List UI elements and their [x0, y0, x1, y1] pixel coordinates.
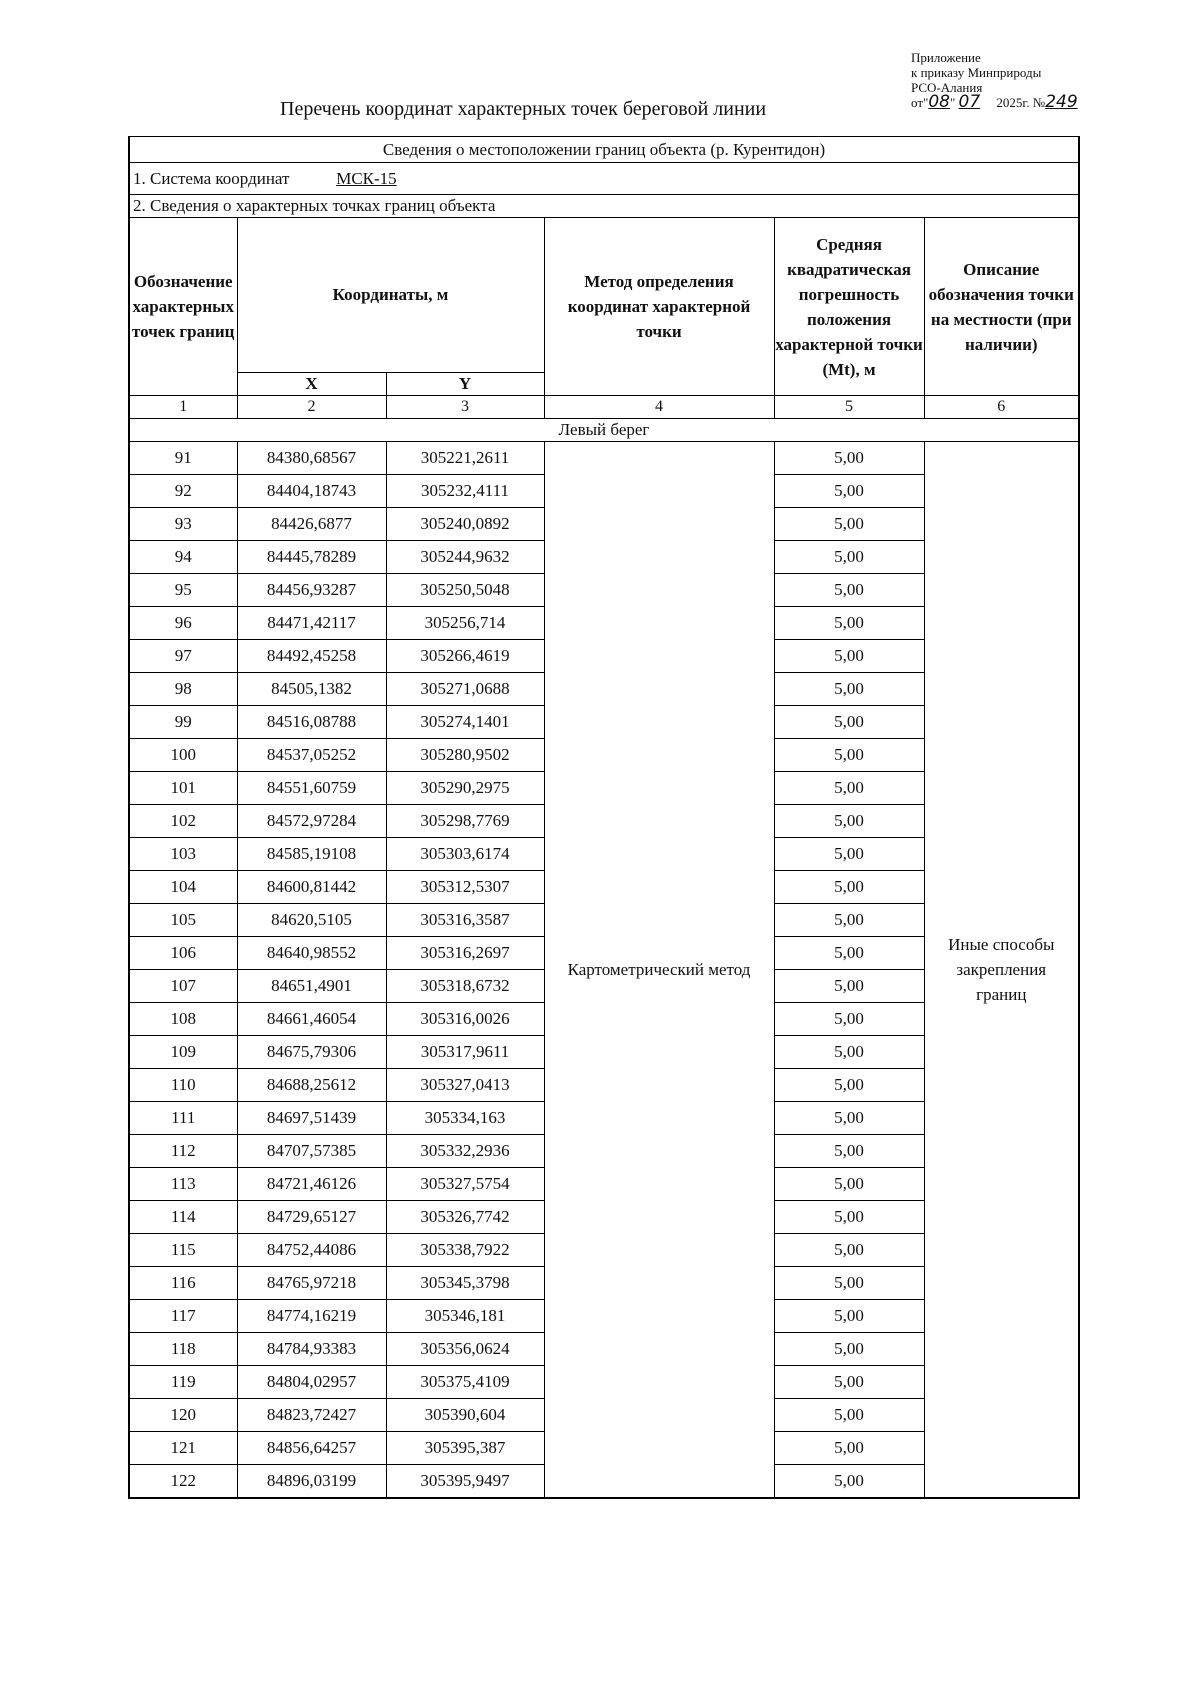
coord-x: 84804,02957 — [237, 1366, 386, 1399]
coord-y: 305312,5307 — [386, 871, 544, 904]
mt-value: 5,00 — [774, 1036, 924, 1069]
coord-y: 305256,714 — [386, 607, 544, 640]
method-cell: Картометрический метод — [544, 442, 774, 1499]
mt-value: 5,00 — [774, 1102, 924, 1135]
point-number: 106 — [129, 937, 237, 970]
point-number: 99 — [129, 706, 237, 739]
col-y-header: Y — [386, 373, 544, 396]
point-number: 100 — [129, 739, 237, 772]
mt-value: 5,00 — [774, 805, 924, 838]
coord-x: 84551,60759 — [237, 772, 386, 805]
mt-value: 5,00 — [774, 442, 924, 475]
date-prefix: от" — [911, 95, 929, 110]
appendix-line-3: РСО-Алания — [911, 80, 983, 95]
bank-label: Левый берег — [129, 419, 1079, 442]
mt-value: 5,00 — [774, 1201, 924, 1234]
point-number: 121 — [129, 1432, 237, 1465]
coord-x: 84784,93383 — [237, 1333, 386, 1366]
coord-y: 305221,2611 — [386, 442, 544, 475]
coord-x: 84856,64257 — [237, 1432, 386, 1465]
coord-x: 84774,16219 — [237, 1300, 386, 1333]
point-number: 102 — [129, 805, 237, 838]
section-header: Сведения о местоположении границ объекта (р. Курентидон) — [129, 137, 1079, 163]
coord-y: 305271,0688 — [386, 673, 544, 706]
coord-y: 305303,6174 — [386, 838, 544, 871]
point-number: 113 — [129, 1168, 237, 1201]
coord-y: 305395,387 — [386, 1432, 544, 1465]
coord-y: 305317,9611 — [386, 1036, 544, 1069]
mt-value: 5,00 — [774, 970, 924, 1003]
col-number-4: 4 — [544, 396, 774, 419]
point-number: 92 — [129, 475, 237, 508]
mt-value: 5,00 — [774, 937, 924, 970]
coord-x: 84752,44086 — [237, 1234, 386, 1267]
mt-value: 5,00 — [774, 1465, 924, 1499]
coord-x: 84688,25612 — [237, 1069, 386, 1102]
description-cell: Иные способы закрепления границ — [924, 442, 1079, 1499]
mt-value: 5,00 — [774, 1003, 924, 1036]
coord-y: 305266,4619 — [386, 640, 544, 673]
coord-y: 305390,604 — [386, 1399, 544, 1432]
mt-value: 5,00 — [774, 706, 924, 739]
col-number-6: 6 — [924, 396, 1079, 419]
coord-y: 305318,6732 — [386, 970, 544, 1003]
coord-y: 305346,181 — [386, 1300, 544, 1333]
coord-x: 84823,72427 — [237, 1399, 386, 1432]
coord-x: 84675,79306 — [237, 1036, 386, 1069]
mt-value: 5,00 — [774, 673, 924, 706]
appendix-date-line — [911, 92, 1181, 112]
coord-y: 305332,2936 — [386, 1135, 544, 1168]
coord-y: 305250,5048 — [386, 574, 544, 607]
coord-x: 84600,81442 — [237, 871, 386, 904]
coord-y: 305316,3587 — [386, 904, 544, 937]
mt-value: 5,00 — [774, 1432, 924, 1465]
coord-x: 84620,5105 — [237, 904, 386, 937]
date-year: 2025г. № — [996, 95, 1046, 110]
coord-x: 84721,46126 — [237, 1168, 386, 1201]
point-number: 108 — [129, 1003, 237, 1036]
point-number: 101 — [129, 772, 237, 805]
coord-system-row — [129, 163, 1079, 195]
coord-x: 84896,03199 — [237, 1465, 386, 1499]
point-number: 119 — [129, 1366, 237, 1399]
coord-system-value: МСК-15 — [336, 168, 397, 188]
point-number: 109 — [129, 1036, 237, 1069]
mt-value: 5,00 — [774, 1135, 924, 1168]
coord-x: 84426,6877 — [237, 508, 386, 541]
coord-y: 305356,0624 — [386, 1333, 544, 1366]
coord-x: 84404,18743 — [237, 475, 386, 508]
date-day: 08 — [928, 92, 950, 112]
point-number: 110 — [129, 1069, 237, 1102]
coord-y: 305395,9497 — [386, 1465, 544, 1499]
points-header: 2. Сведения о характерных точках границ объекта — [129, 195, 1079, 218]
mt-value: 5,00 — [774, 838, 924, 871]
point-number: 94 — [129, 541, 237, 574]
date-month: 07 — [958, 92, 981, 112]
order-number: 249 — [1045, 92, 1078, 112]
coord-x: 84707,57385 — [237, 1135, 386, 1168]
col-number-5: 5 — [774, 396, 924, 419]
coord-x: 84445,78289 — [237, 541, 386, 574]
mt-value: 5,00 — [774, 1267, 924, 1300]
coord-y: 305316,0026 — [386, 1003, 544, 1036]
coord-y: 305298,7769 — [386, 805, 544, 838]
point-number: 91 — [129, 442, 237, 475]
coordinates-table — [128, 136, 1080, 1499]
coord-y: 305326,7742 — [386, 1201, 544, 1234]
mt-value: 5,00 — [774, 541, 924, 574]
coord-y: 305334,163 — [386, 1102, 544, 1135]
mt-value: 5,00 — [774, 1069, 924, 1102]
col1-header: Обозначение характерных точек границ — [129, 218, 237, 396]
mt-value: 5,00 — [774, 508, 924, 541]
point-number: 103 — [129, 838, 237, 871]
coord-y: 305327,5754 — [386, 1168, 544, 1201]
point-number: 115 — [129, 1234, 237, 1267]
coord-x: 84516,08788 — [237, 706, 386, 739]
mt-value: 5,00 — [774, 1366, 924, 1399]
coord-x: 84585,19108 — [237, 838, 386, 871]
col-x-header: X — [237, 373, 386, 396]
coord-x: 84765,97218 — [237, 1267, 386, 1300]
mt-value: 5,00 — [774, 772, 924, 805]
coord-x: 84697,51439 — [237, 1102, 386, 1135]
col-number-1: 1 — [129, 396, 237, 419]
mt-value: 5,00 — [774, 574, 924, 607]
coord-x: 84572,97284 — [237, 805, 386, 838]
table-row — [129, 442, 1079, 475]
coord-y: 305345,3798 — [386, 1267, 544, 1300]
point-number: 120 — [129, 1399, 237, 1432]
col6-header: Описание обозначения точки на местности (при наличии) — [924, 218, 1079, 396]
point-number: 104 — [129, 871, 237, 904]
coord-x: 84651,4901 — [237, 970, 386, 1003]
coord-y: 305375,4109 — [386, 1366, 544, 1399]
point-number: 96 — [129, 607, 237, 640]
col-number-2: 2 — [237, 396, 386, 419]
coord-y: 305240,0892 — [386, 508, 544, 541]
coord-system-label: 1. Система координат — [133, 168, 290, 188]
coord-x: 84492,45258 — [237, 640, 386, 673]
mt-value: 5,00 — [774, 871, 924, 904]
mt-value: 5,00 — [774, 1333, 924, 1366]
appendix-block — [911, 50, 1181, 110]
mt-value: 5,00 — [774, 607, 924, 640]
col5-header: Средняя квадратическая погрешность положения характерной точки (Mt), м — [774, 218, 924, 396]
coord-x: 84661,46054 — [237, 1003, 386, 1036]
col4-header: Метод определения координат характерной точки — [544, 218, 774, 396]
coord-x: 84456,93287 — [237, 574, 386, 607]
point-number: 98 — [129, 673, 237, 706]
coord-x: 84537,05252 — [237, 739, 386, 772]
coord-y: 305244,9632 — [386, 541, 544, 574]
coord-y: 305316,2697 — [386, 937, 544, 970]
appendix-line-2: к приказу Минприроды — [911, 65, 1042, 80]
point-number: 116 — [129, 1267, 237, 1300]
point-number: 111 — [129, 1102, 237, 1135]
point-number: 107 — [129, 970, 237, 1003]
point-number: 118 — [129, 1333, 237, 1366]
appendix-line-1: Приложение — [911, 50, 981, 65]
point-number: 97 — [129, 640, 237, 673]
point-number: 93 — [129, 508, 237, 541]
mt-value: 5,00 — [774, 475, 924, 508]
coord-x: 84505,1382 — [237, 673, 386, 706]
coord-x: 84729,65127 — [237, 1201, 386, 1234]
point-number: 122 — [129, 1465, 237, 1499]
point-number: 95 — [129, 574, 237, 607]
coord-y: 305290,2975 — [386, 772, 544, 805]
coord-y: 305338,7922 — [386, 1234, 544, 1267]
coords-header: Координаты, м — [237, 218, 544, 373]
date-sep: " — [949, 95, 956, 110]
mt-value: 5,00 — [774, 904, 924, 937]
mt-value: 5,00 — [774, 640, 924, 673]
point-number: 112 — [129, 1135, 237, 1168]
page-title: Перечень координат характерных точек береговой линии — [280, 98, 767, 120]
mt-value: 5,00 — [774, 1234, 924, 1267]
point-number: 105 — [129, 904, 237, 937]
coord-x: 84380,68567 — [237, 442, 386, 475]
point-number: 114 — [129, 1201, 237, 1234]
mt-value: 5,00 — [774, 1399, 924, 1432]
col-number-3: 3 — [386, 396, 544, 419]
mt-value: 5,00 — [774, 739, 924, 772]
mt-value: 5,00 — [774, 1300, 924, 1333]
coord-x: 84640,98552 — [237, 937, 386, 970]
mt-value: 5,00 — [774, 1168, 924, 1201]
coord-y: 305327,0413 — [386, 1069, 544, 1102]
coord-y: 305232,4111 — [386, 475, 544, 508]
coord-x: 84471,42117 — [237, 607, 386, 640]
coord-y: 305280,9502 — [386, 739, 544, 772]
coord-y: 305274,1401 — [386, 706, 544, 739]
point-number: 117 — [129, 1300, 237, 1333]
